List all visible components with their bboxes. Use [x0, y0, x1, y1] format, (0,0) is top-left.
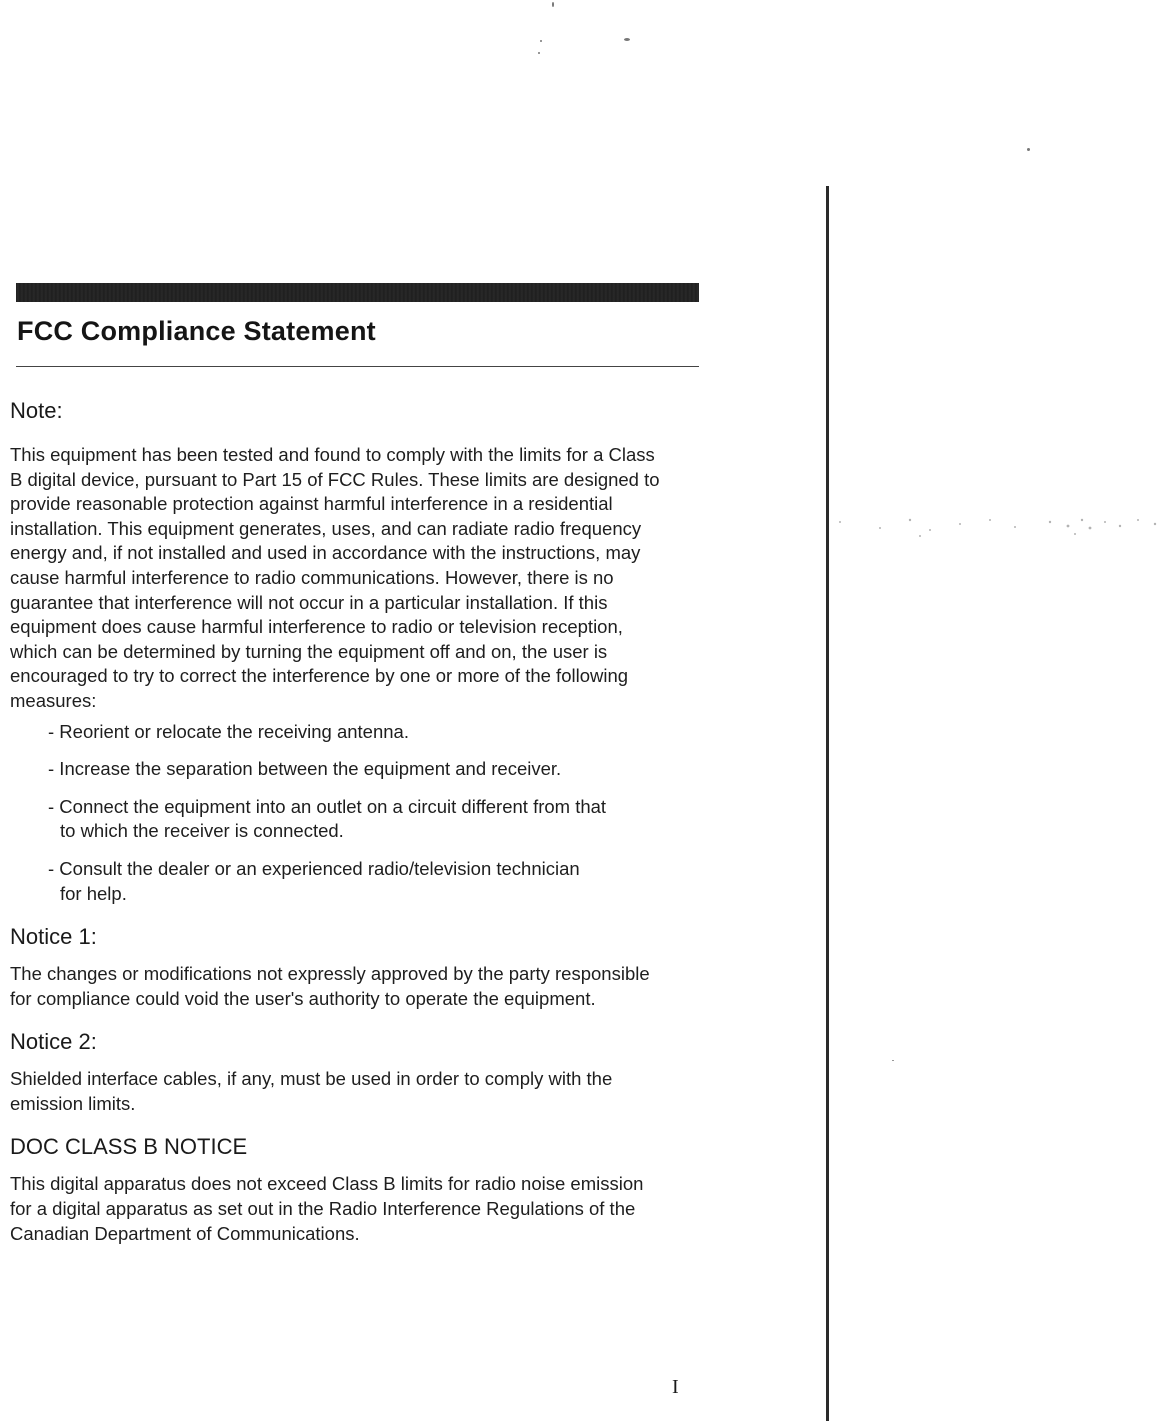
scan-speck — [1027, 148, 1030, 151]
note-paragraph: This equipment has been tested and found to comply with the limits for a Class B digital device, pursuant to Part 15 of FCC Rules. These limits are designed to provide reasonable protection against harmful interference in a residential installation. This equipment generates, uses, and can radiate radio frequency energy and, if not installed and used in accordance with the instructions, may cause harmful interference to radio communications. However, there is no guarantee that interference will not occur in a particular installation. If this equipment does cause harmful interference to radio or television reception, which can be determined by turning the equipment off and on, the user is encouraged to try to correct the interference by one or more of the following measures: — [10, 444, 660, 711]
list-item: - Connect the equipment into an outlet on a circuit different from that to which the receiver is connected. — [48, 795, 607, 842]
notice2-paragraph: Shielded interface cables, if any, must be used in order to comply with the emission limits. — [10, 1068, 613, 1114]
scan-speck — [540, 40, 542, 42]
list-item: - Consult the dealer or an experienced radio/television technician for help. — [48, 857, 580, 904]
measures-list — [10, 720, 680, 907]
page-title: FCC Compliance Statement — [17, 316, 376, 346]
notice1-heading: Notice 1: — [10, 924, 97, 950]
doc-notice-paragraph: This digital apparatus does not exceed Class B limits for radio noise emission for a digital apparatus as set out in the Radio Interference Regulations of the Canadian Department of Communications. — [10, 1173, 644, 1244]
note-section — [10, 398, 680, 906]
notice1-paragraph: The changes or modifications not expressly approved by the party responsible for compliance could void the user's authority to operate the equipment. — [10, 963, 650, 1009]
document-body — [10, 398, 680, 1246]
page-number: I — [672, 1376, 679, 1398]
list-item: - Increase the separation between the equipment and receiver. — [48, 758, 562, 780]
notice2-heading: Notice 2: — [10, 1029, 97, 1055]
scan-speck — [552, 2, 554, 7]
list-item: - Reorient or relocate the receiving antenna. — [48, 720, 409, 742]
scan-speck — [624, 38, 630, 41]
notice1-section — [10, 924, 680, 1011]
scan-speck — [892, 1060, 894, 1061]
notice2-section — [10, 1029, 680, 1116]
doc-notice-heading: DOC CLASS B NOTICE — [10, 1134, 248, 1160]
vertical-rule — [826, 186, 829, 1421]
header-bar — [16, 283, 699, 302]
scan-noise — [820, 500, 1170, 550]
note-heading: Note: — [10, 398, 63, 423]
doc-notice-section — [10, 1134, 680, 1246]
scan-speck — [538, 52, 540, 54]
title-rule — [16, 366, 699, 367]
